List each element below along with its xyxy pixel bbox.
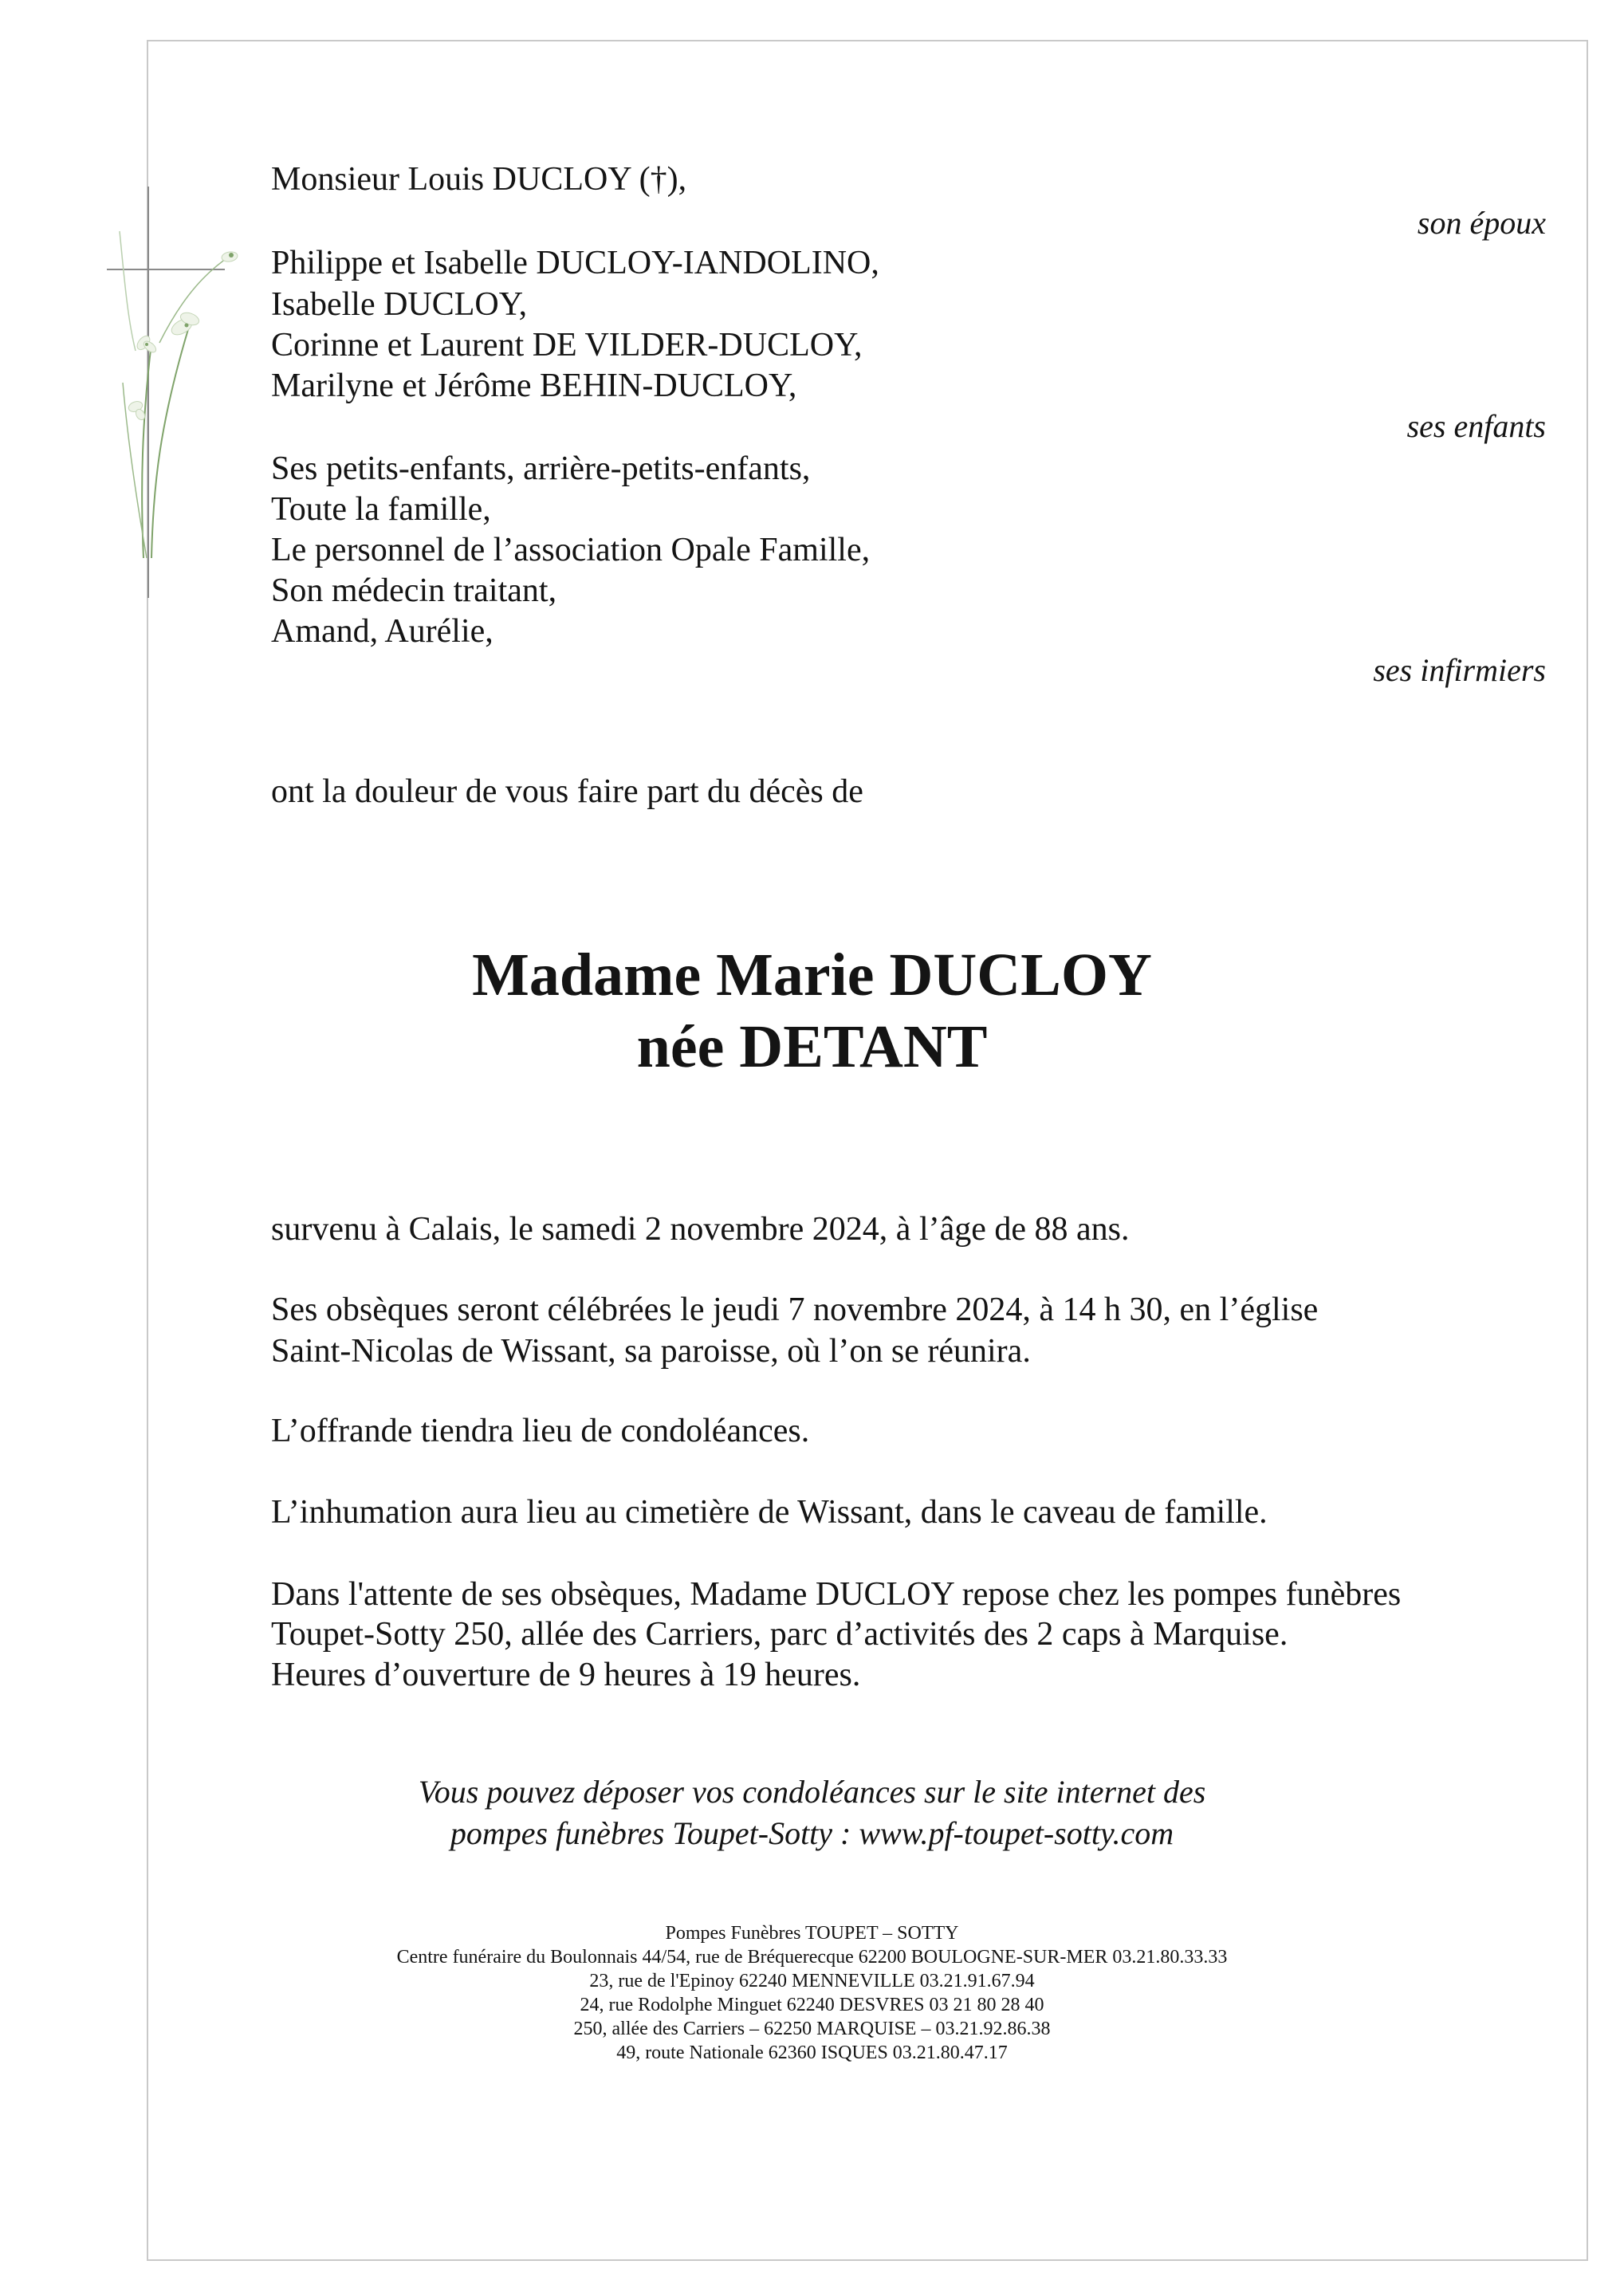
detail-funeral-2: Saint-Nicolas de Wissant, sa paroisse, où l’on se réunira. xyxy=(271,1333,1031,1370)
footer-address-3: 24, rue Rodolphe Minguet 62240 DESVRES 03 21 80 28 40 xyxy=(580,1995,1044,2015)
family-line-family: Toute la famille, xyxy=(271,491,491,528)
footer-address-5: 49, route Nationale 62360 ISQUES 03.21.80.47.17 xyxy=(616,2042,1008,2063)
deceased-name: Madame Marie DUCLOY xyxy=(472,942,1152,1008)
announcement: ont la douleur de vous faire part du décès de xyxy=(271,773,863,810)
family-line-child-3: Corinne et Laurent DE VILDER-DUCLOY, xyxy=(271,327,863,364)
footer-address-4: 250, allée des Carriers – 62250 MARQUISE – 03.21.92.86.38 xyxy=(573,2019,1051,2039)
family-line-grandchildren: Ses petits-enfants, arrière-petits-enfants, xyxy=(271,450,811,487)
detail-rest-1: Dans l'attente de ses obsèques, Madame DUCLOY repose chez les pompes funèbres xyxy=(271,1576,1402,1613)
deceased-maiden-name: née DETANT xyxy=(636,1013,988,1080)
family-line-spouse: Monsieur Louis DUCLOY (†), xyxy=(271,161,687,198)
detail-rest-2: Toupet-Sotty 250, allée des Carriers, parc d’activités des 2 caps à Marquise. xyxy=(271,1616,1288,1653)
family-line-child-2: Isabelle DUCLOY, xyxy=(271,286,528,323)
detail-burial: L’inhumation aura lieu au cimetière de Wissant, dans le caveau de famille. xyxy=(271,1494,1268,1531)
role-nurses: ses infirmiers xyxy=(1373,652,1546,688)
condolences-line-1: Vous pouvez déposer vos condoléances sur le site internet des xyxy=(418,1774,1206,1810)
detail-funeral-1: Ses obsèques seront célébrées le jeudi 7 novembre 2024, à 14 h 30, en l’église xyxy=(271,1292,1319,1328)
detail-offering: L’offrande tiendra lieu de condoléances. xyxy=(271,1413,810,1449)
footer-address-1: Centre funéraire du Boulonnais 44/54, rue de Bréquerecque 62200 BOULOGNE-SUR-MER 03.21.80.33.33 xyxy=(396,1947,1228,1968)
cross-with-lilies-icon xyxy=(104,183,295,598)
family-line-staff: Le personnel de l’association Opale Famille, xyxy=(271,532,871,568)
footer-address-2: 23, rue de l'Epinoy 62240 MENNEVILLE 03.21.91.67.94 xyxy=(589,1971,1035,1991)
role-spouse: son époux xyxy=(1417,205,1546,241)
family-line-nurses: Amand, Aurélie, xyxy=(271,613,493,650)
condolences-line-2: pompes funèbres Toupet-Sotty : www.pf-toupet-sotty.com xyxy=(450,1815,1174,1851)
family-line-doctor: Son médecin traitant, xyxy=(271,572,557,609)
detail-hours: Heures d’ouverture de 9 heures à 19 heures. xyxy=(271,1657,861,1693)
family-line-child-4: Marilyne et Jérôme BEHIN-DUCLOY, xyxy=(271,368,797,404)
role-children: ses enfants xyxy=(1406,408,1546,444)
family-line-child-1: Philippe et Isabelle DUCLOY-IANDOLINO, xyxy=(271,245,879,281)
footer-company: Pompes Funèbres TOUPET – SOTTY xyxy=(665,1923,959,1944)
detail-death: survenu à Calais, le samedi 2 novembre 2024, à l’âge de 88 ans. xyxy=(271,1211,1130,1248)
